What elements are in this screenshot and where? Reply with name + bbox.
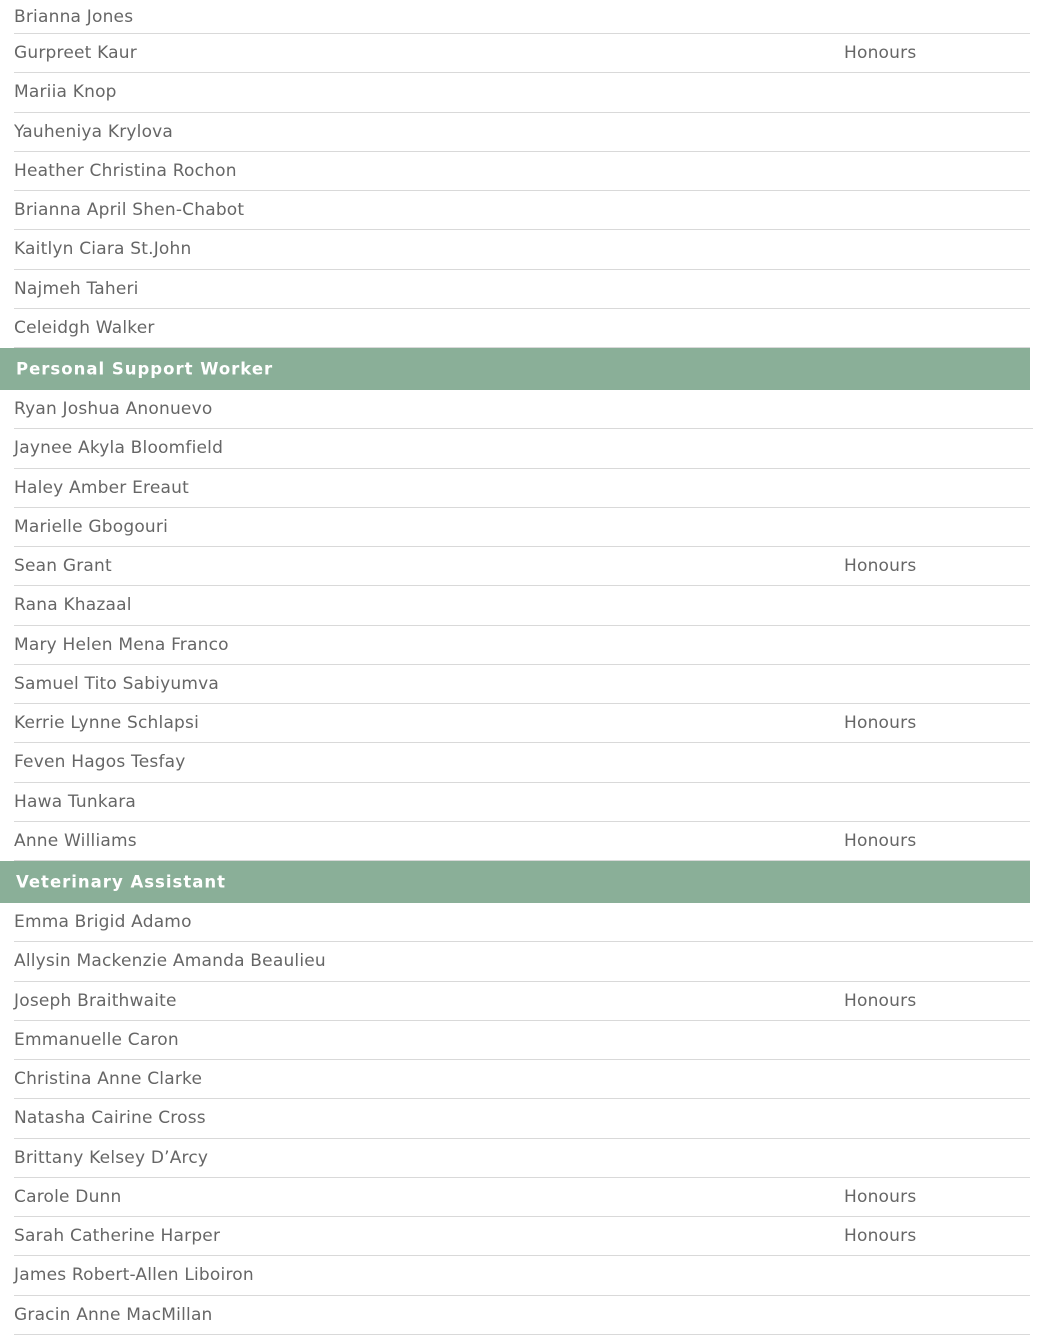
list-item	[14, 743, 1030, 782]
graduate-name: Mariia Knop	[14, 82, 117, 103]
graduate-name: Sean Grant	[14, 556, 112, 577]
graduate-name: Brittany Kelsey D’Arcy	[14, 1147, 209, 1168]
list-item	[14, 152, 1030, 191]
graduate-name: Samuel Tito Sabiyumva	[14, 673, 219, 694]
graduate-name: Brianna Jones	[14, 6, 134, 27]
graduate-name: Mary Helen Mena Franco	[14, 634, 229, 655]
graduate-name: Emma Brigid Adamo	[14, 912, 192, 933]
list-item	[14, 586, 1030, 625]
list-item	[14, 547, 1030, 586]
graduate-name: James Robert-Allen Liboiron	[14, 1265, 254, 1286]
graduate-name: Marielle Gbogouri	[14, 516, 169, 537]
list-item	[14, 390, 1033, 429]
graduate-name: Jaynee Akyla Bloomfield	[14, 438, 224, 459]
list-item	[14, 113, 1030, 152]
list-item	[14, 34, 1030, 73]
list-item	[14, 783, 1030, 822]
list-item	[14, 942, 1030, 981]
graduate-name: Celeidgh Walker	[14, 317, 155, 338]
graduate-name: Christina Anne Clarke	[14, 1069, 203, 1090]
list-item	[14, 429, 1030, 468]
graduate-name: Carole Dunn	[14, 1186, 122, 1207]
honours-label: Honours	[844, 713, 917, 734]
honours-label: Honours	[844, 990, 917, 1011]
list-item	[14, 1296, 1030, 1335]
graduate-name: Yauheniya Krylova	[14, 121, 174, 142]
list-item	[14, 665, 1030, 704]
honours-label: Honours	[844, 43, 917, 64]
honours-label: Honours	[844, 1186, 917, 1207]
graduate-name: Anne Williams	[14, 830, 137, 851]
graduate-name: Allysin Mackenzie Amanda Beaulieu	[14, 951, 326, 972]
list-item	[14, 822, 1030, 861]
graduate-name: Hawa Tunkara	[14, 791, 137, 812]
graduate-name: Joseph Braithwaite	[14, 990, 177, 1011]
list-item	[14, 626, 1030, 665]
graduate-name: Emmanuelle Caron	[14, 1029, 179, 1050]
graduate-name: Feven Hagos Tesfay	[14, 752, 186, 773]
list-item	[14, 1099, 1030, 1138]
list-item	[14, 0, 1030, 34]
graduate-name: Heather Christina Rochon	[14, 160, 237, 181]
graduate-name: Brianna April Shen-Chabot	[14, 200, 245, 221]
section-header	[0, 861, 1030, 903]
graduate-name: Rana Khazaal	[14, 595, 132, 616]
graduate-name: Ryan Joshua Anonuevo	[14, 399, 213, 420]
list-item	[14, 1139, 1030, 1178]
list-item	[14, 1060, 1030, 1099]
list-item	[14, 309, 1030, 348]
list-item	[14, 1021, 1030, 1060]
honours-label: Honours	[844, 830, 917, 851]
list-item	[14, 1217, 1030, 1256]
graduate-name: Natasha Cairine Cross	[14, 1108, 206, 1129]
list-item	[14, 469, 1030, 508]
graduate-name: Haley Amber Ereaut	[14, 477, 189, 498]
list-item	[14, 1256, 1030, 1295]
list-item	[14, 191, 1030, 230]
list-item	[14, 230, 1030, 269]
section-title: Veterinary Assistant	[16, 872, 226, 892]
list-item	[14, 270, 1030, 309]
graduate-name: Kerrie Lynne Schlapsi	[14, 713, 200, 734]
honours-label: Honours	[844, 556, 917, 577]
section-title: Personal Support Worker	[16, 359, 274, 379]
list-item	[14, 1178, 1030, 1217]
list-item	[14, 73, 1030, 112]
graduate-name: Sarah Catherine Harper	[14, 1226, 221, 1247]
graduate-name: Gurpreet Kaur	[14, 43, 137, 64]
graduate-name: Gracin Anne MacMillan	[14, 1304, 213, 1325]
graduate-name: Kaitlyn Ciara St.John	[14, 239, 192, 260]
list-item	[14, 508, 1030, 547]
graduate-name: Najmeh Taheri	[14, 278, 139, 299]
list-item	[14, 704, 1030, 743]
list-item	[14, 903, 1033, 942]
section-header	[0, 348, 1030, 390]
honours-label: Honours	[844, 1226, 917, 1247]
list-item	[14, 982, 1030, 1021]
